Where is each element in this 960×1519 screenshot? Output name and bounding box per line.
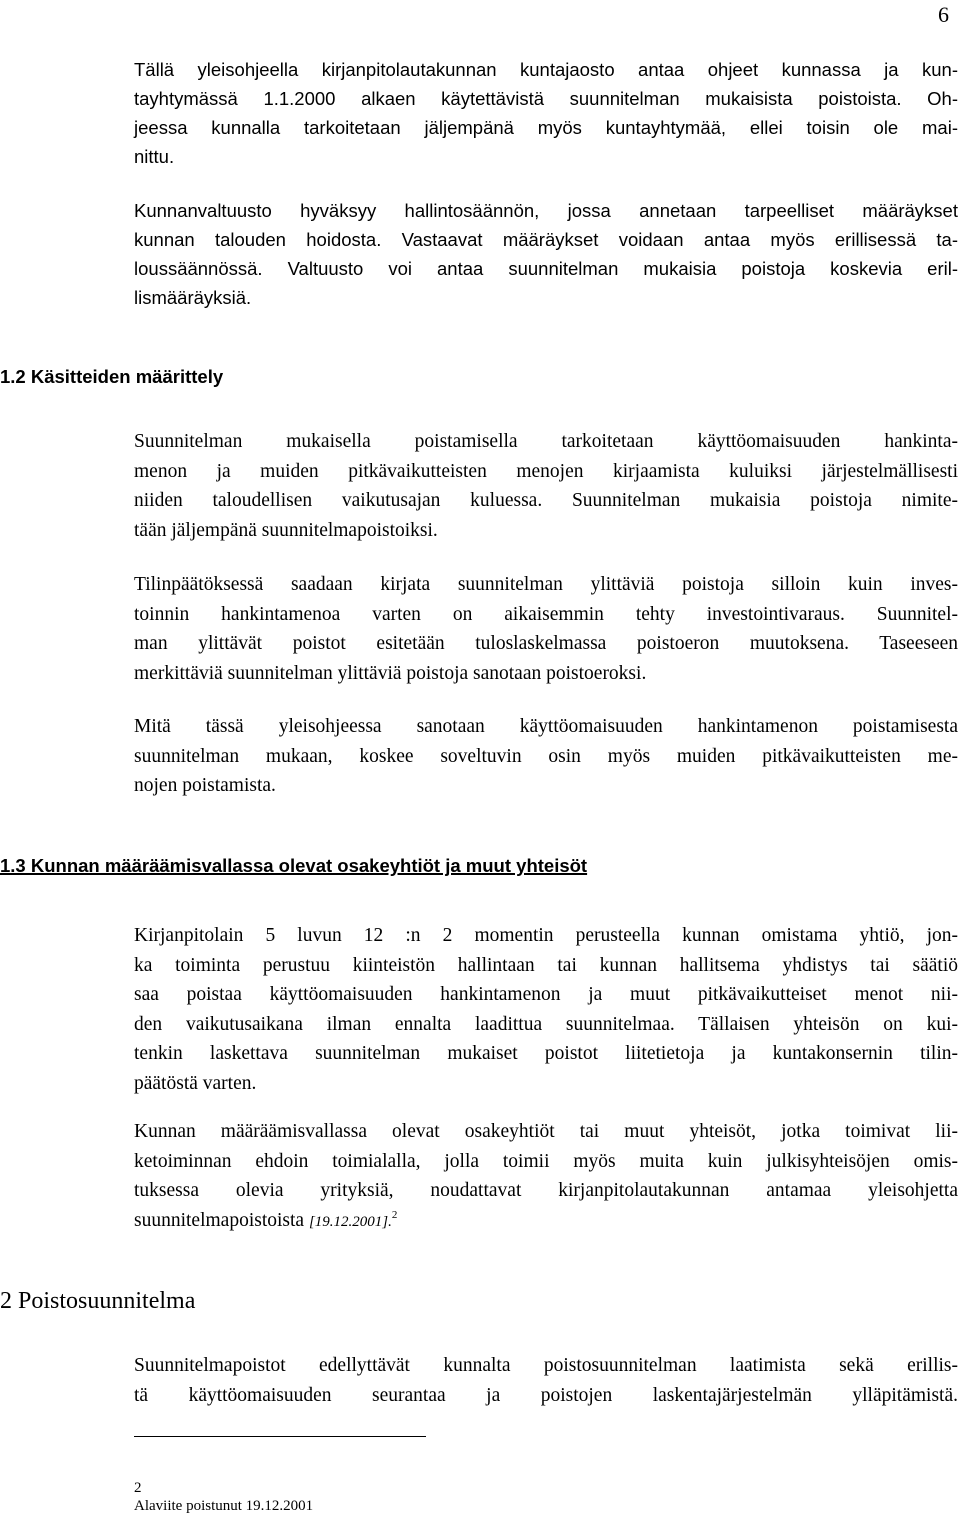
- text-line: nojen poistamista.: [134, 775, 276, 796]
- text-line: Mitä tässä yleisohjeessa sanotaan käyttöomaisuuden hankintamenon poistamisesta: [134, 716, 958, 737]
- footnote-number: 2: [134, 1480, 142, 1496]
- text-line: Suunnitelmapoistot edellyttävät kunnalta poistosuunnitelman laatimista sekä erillis-: [134, 1355, 958, 1376]
- text-line: ka toiminta perustuu kiinteistön hallintaan tai kunnan hallitsema yhdistys tai säätiö: [134, 954, 958, 976]
- text-line: menon ja muiden pitkävaikutteisten menojen kirjaamista kuluiksi järjestelmällisesti: [134, 460, 958, 482]
- text-line: niiden taloudellisen vaikutusajan kuluessa. Suunnitelman mukaisia poistoja nimite-: [134, 490, 958, 511]
- text-line: nittu.: [134, 146, 175, 167]
- text-line: tä käyttöomaisuuden seurantaa ja poistojen laskentajärjestelmän ylläpitämistä.: [134, 1384, 958, 1406]
- text-line: Tällä yleisohjeella kirjanpitolautakunnan kuntajaosto antaa ohjeet kunnassa ja kun-: [134, 59, 958, 80]
- text-line: tään jäljempänä suunnitelmapoistoiksi.: [134, 519, 438, 541]
- footnote-reference: 2: [391, 1208, 398, 1221]
- paragraph-kunnanvaltuusto: [134, 196, 958, 312]
- text-line: Kunnan määräämisvallassa olevat osakeyhtiöt tai muut yhteisöt, jotka toimivat lii-: [134, 1121, 958, 1142]
- text-line: Kirjanpitolain 5 luvun 12 :n 2 momentin perusteella kunnan omistama yhtiö, jon-: [134, 925, 958, 946]
- text-line: ketoiminnan ehdoin toimialalla, jolla toimii myös muita kuin julkisyhteisöjen omis-: [134, 1150, 958, 1172]
- paragraph-poistosuunnitelma: [134, 1351, 958, 1410]
- text-line: toinnin hankintamenoa varten on aikaisemmin tehty investointivaraus. Suunnitel-: [134, 603, 958, 625]
- paragraph-kirjanpitolaki: [134, 921, 958, 1098]
- text-line: man ylittävät poistot esitetään tuloslaskelmassa poistoeron muutoksena. Taseeseen: [134, 633, 958, 654]
- section-heading-2: 2 Poistosuunnitelma: [0, 1288, 196, 1314]
- text-line: loussäännössä. Valtuusto voi antaa suunnitelman mukaisia poistoja koskevia eril-: [134, 258, 958, 279]
- footnote-text: Alaviite poistunut 19.12.2001: [134, 1498, 314, 1514]
- text-line: [134, 1206, 958, 1236]
- text-line: jeessa kunnalla tarkoitetaan jäljempänä myös kuntayhtymää, ellei toisin ole mai-: [134, 117, 958, 138]
- text-line: päätöstä varten.: [134, 1072, 257, 1094]
- section-heading-1-2: 1.2 Käsitteiden määrittely: [0, 366, 224, 387]
- text-line: merkittäviä suunnitelman ylittäviä poistoja sanotaan poistoeroksi.: [134, 662, 647, 684]
- text-line: Suunnitelman mukaisella poistamisella tarkoitetaan käyttöomaisuuden hankinta-: [134, 431, 958, 452]
- text-line: saa poistaa käyttöomaisuuden hankintamenon ja muut pitkävaikutteiset menot nii-: [134, 984, 958, 1005]
- paragraph-tilinpaatos: [134, 570, 958, 688]
- citation-date: [19.12.2001].: [308, 1213, 392, 1230]
- text-line: tayhtymässä 1.1.2000 alkaen käytettävistä suunnitelman mukaisista poistoista. Oh-: [134, 88, 958, 109]
- footnote-separator: [134, 1436, 426, 1437]
- paragraph-definition: [134, 427, 958, 545]
- page-number: 6: [938, 2, 949, 27]
- section-heading-1-3: [0, 852, 587, 880]
- paragraph-mita-tassa: [134, 712, 958, 801]
- text-line: Kunnanvaltuusto hyväksyy hallintosäännön, jossa annetaan tarpeelliset määräykset: [134, 200, 958, 221]
- text-line: lismääräyksiä.: [134, 287, 252, 308]
- text-line: kunnan talouden hoidosta. Vastaavat määräykset voidaan antaa myös erillisessä ta-: [134, 229, 958, 250]
- text-run: suunnitelmapoistoista: [134, 1209, 309, 1231]
- text-line: tuksessa olevia yrityksiä, noudattavat kirjanpitolautakunnan antamaa yleisohjetta: [134, 1180, 958, 1201]
- text-line: tenkin laskettava suunnitelman mukaiset poistot liitetietoja ja kuntakonsernin tilin-: [134, 1043, 958, 1064]
- text-line: Tilinpäätöksessä saadaan kirjata suunnitelman ylittäviä poistoja silloin kuin inves-: [134, 574, 958, 595]
- paragraph-intro: [134, 55, 958, 171]
- text-line: suunnitelman mukaan, koskee soveltuvin osin myös muiden pitkävaikutteisten me-: [134, 745, 958, 767]
- paragraph-maaraamisvalta: [134, 1117, 958, 1235]
- text-line: den vaikutusaikana ilman ennalta laadittua suunnitelmaa. Tällaisen yhteisön on kui-: [134, 1013, 958, 1035]
- heading-text: 1.3 Kunnan määräämisvallassa olevat osakeyhtiöt ja muut yhteisöt: [0, 855, 588, 876]
